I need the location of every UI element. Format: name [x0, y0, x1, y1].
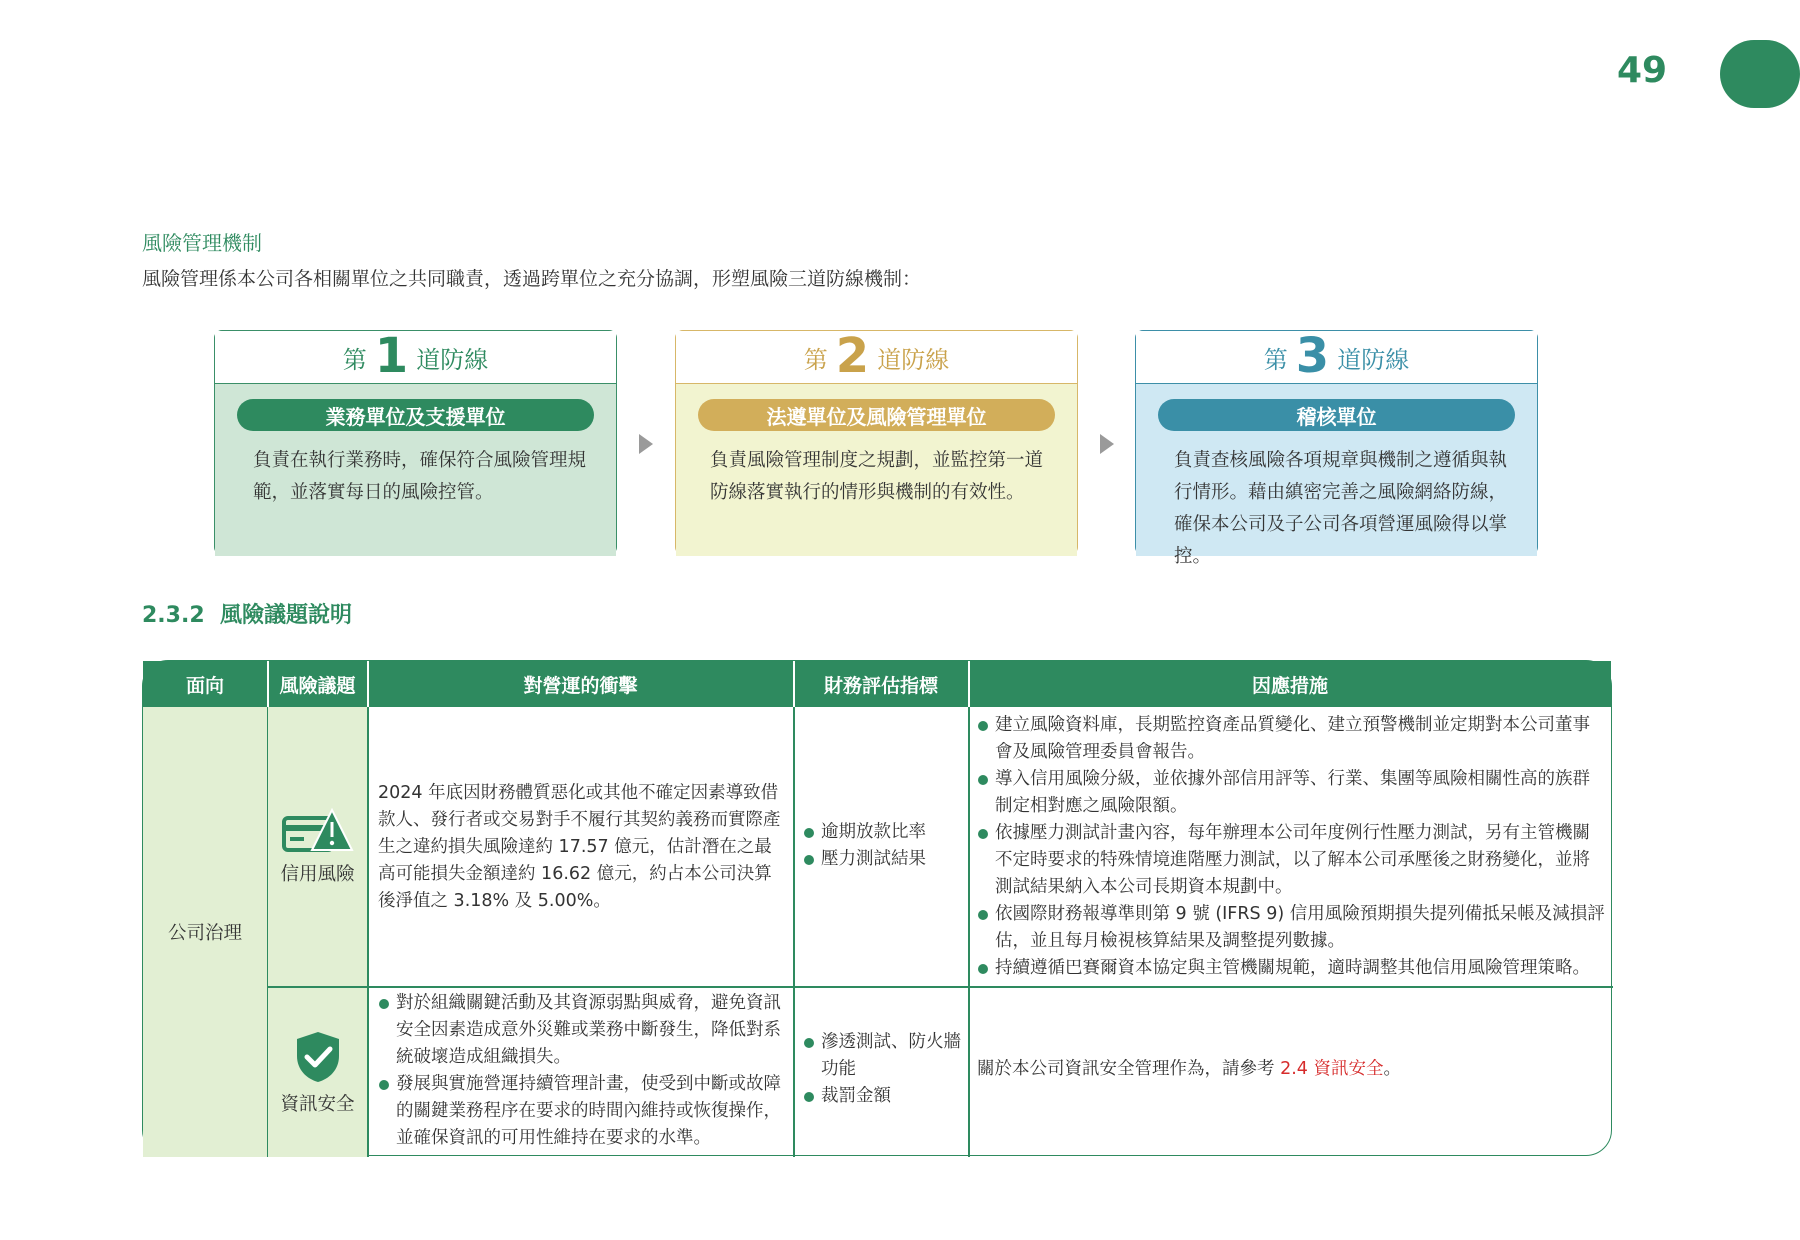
credit-card-warning-icon [282, 808, 354, 854]
risk-issues-table [142, 660, 1612, 1156]
issue-cell-credit [268, 707, 367, 986]
defense-line-1-suffix: 道防線 [416, 345, 489, 374]
issue-label-infosec: 資訊安全 [280, 1093, 355, 1115]
defense-line-3-suffix: 道防線 [1337, 345, 1410, 374]
page-tab-marker [1720, 40, 1800, 108]
defense-line-2-unit: 法遵單位及風險管理單位 [698, 399, 1055, 431]
indicator-item: 裁罰金額 [803, 1083, 963, 1110]
defense-line-2-box [675, 330, 1078, 555]
header-impact: 對營運的衝擊 [523, 674, 638, 697]
measures-infosec [977, 1056, 1607, 1083]
measure-item: 持續遵循巴賽爾資本協定與主管機關規範，適時調整其他信用風險管理策略。 [977, 955, 1607, 982]
measure-item: 依據壓力測試計畫內容，每年辦理本公司年度例行性壓力測試，另有主管機關不定時要求的特殊情境進階壓力測試，以了解本公司承壓後之財務變化，並將測試結果納入本公司長期資本規劃中。 [977, 820, 1607, 901]
table-header [143, 661, 1611, 707]
header-measures: 因應措施 [1251, 674, 1328, 697]
measures-credit [977, 712, 1607, 982]
measure-item: 導入信用風險分級，並依據外部信用評等、行業、集團等風險相關性高的族群制定相對應之風險限額。 [977, 766, 1607, 820]
issue-label-credit: 信用風險 [280, 863, 355, 885]
indicator-item: 壓力測試結果 [803, 846, 963, 873]
measure-item: 建立風險資料庫，長期監控資產品質變化、建立預警機制並定期對本公司董事會及風險管理委員會報告。 [977, 712, 1607, 766]
measure-suffix: 。 [1383, 1059, 1401, 1079]
page-number: 49 [1616, 50, 1668, 91]
defense-line-1-number: 1 [374, 328, 409, 384]
defense-line-2-suffix: 道防線 [877, 345, 950, 374]
impact-infosec [378, 990, 786, 1152]
defense-line-2-description: 負責風險管理制度之規劃，並監控第一道防線落實執行的情形與機制的有效性。 [710, 450, 1044, 503]
indicator-item: 滲透測試、防火牆功能 [803, 1029, 963, 1083]
defense-line-1-box [214, 330, 617, 555]
defense-line-2-header [676, 328, 1077, 384]
defense-line-3-prefix: 第 [1263, 345, 1288, 374]
measure-item: 依國際財務報導準則第 9 號 (IFRS 9) 信用風險預期損失提列備抵呆帳及減損評估，並且每月檢視核算結果及調整提列數據。 [977, 901, 1607, 955]
defense-line-1-header [215, 328, 616, 384]
defense-line-1-description: 負責在執行業務時，確保符合風險管理規範，並落實每日的風險控管。 [253, 450, 587, 503]
defense-line-2-prefix: 第 [803, 345, 828, 374]
measure-text: 關於本公司資訊安全管理作為，請參考 [977, 1059, 1281, 1079]
subsection-number: 2.3.2 [142, 603, 205, 628]
defense-line-3-unit: 稽核單位 [1158, 399, 1515, 431]
aspect-cell: 公司治理 [143, 707, 267, 1157]
defense-line-3-box [1135, 328, 1538, 567]
defense-line-3-header [1136, 328, 1537, 384]
indicators-infosec [803, 1029, 963, 1110]
impact-item: 發展與實施營運持續管理計畫，使受到中斷或故障的關鍵業務程序在要求的時間內維持或恢復操作，並確保資訊的可用性維持在要求的水準。 [378, 1071, 786, 1152]
impact-credit: 2024 年底因財務體質惡化或其他不確定因素導致借款人、發行者或交易對手不履行其契約義務而實際產生之違約損失風險達約 17.57 億元，估計潛在之最高可能損失金額達約 16.62 億元，約占本公司決算後淨值之 3.18% 及 5.00%。 [378, 783, 781, 911]
indicator-item: 逾期放款比率 [803, 819, 963, 846]
defense-line-3-description: 負責查核風險各項規章與機制之遵循與執行情形。藉由縝密完善之風險網絡防線，確保本公司及子公司各項營運風險得以掌控。 [1174, 450, 1508, 567]
arrow-icon [639, 434, 653, 454]
arrow-icon [1100, 434, 1114, 454]
header-aspect: 面向 [185, 674, 224, 697]
issue-cell-infosec [268, 988, 367, 1157]
impact-item: 對於組織關鍵活動及其資源弱點與威脅，避免資訊安全因素造成意外災難或業務中斷發生，降低對系統破壞造成組織損失。 [378, 990, 786, 1071]
defense-line-2-number: 2 [835, 328, 870, 384]
shield-check-icon [293, 1030, 343, 1084]
indicators-credit [803, 819, 963, 873]
info-security-reference-link[interactable]: 2.4 資訊安全 [1280, 1059, 1384, 1079]
defense-line-3-number: 3 [1295, 328, 1330, 384]
subsection-text: 風險議題說明 [219, 603, 352, 628]
header-risk-issue: 風險議題 [279, 674, 356, 697]
section-intro: 風險管理係本公司各相關單位之共同職責，透過跨單位之充分協調，形塑風險三道防線機制： [142, 268, 922, 290]
section-title: 風險管理機制 [142, 231, 262, 255]
defense-line-1-prefix: 第 [342, 345, 367, 374]
subsection-title [142, 598, 352, 629]
header-financial-indicator: 財務評估指標 [823, 674, 938, 697]
defense-line-1-unit: 業務單位及支援單位 [237, 399, 594, 431]
